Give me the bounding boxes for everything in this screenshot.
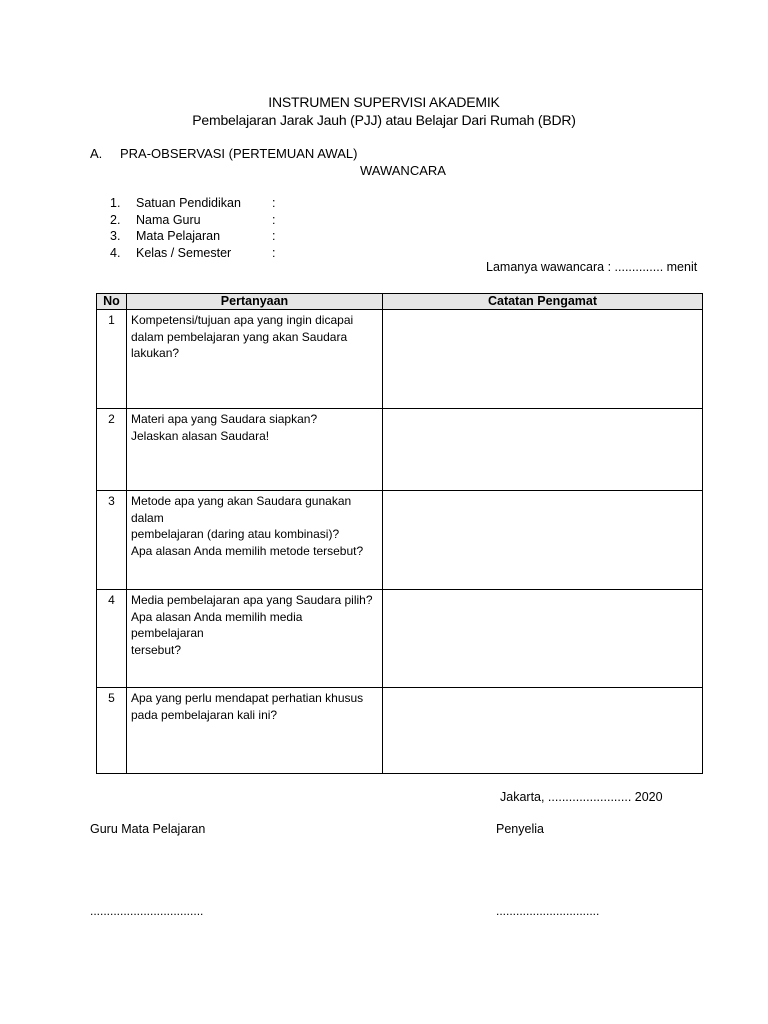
identity-number: 3.	[110, 229, 121, 244]
row-question	[127, 688, 383, 774]
interview-duration: Lamanya wawancara : .............. menit	[486, 260, 698, 274]
question-line: pada pembelajaran kali ini?	[131, 707, 278, 722]
identity-number: 2.	[110, 212, 121, 227]
identity-list	[110, 195, 282, 261]
row-notes[interactable]	[383, 409, 703, 491]
header-no: No	[97, 294, 127, 310]
question-line: dalam pembelajaran yang akan Saudara	[131, 329, 348, 344]
table-row	[97, 409, 703, 491]
question-line: Media pembelajaran apa yang Saudara pilih?	[131, 593, 373, 607]
question-line: Materi apa yang Saudara siapkan?	[131, 412, 318, 426]
row-notes[interactable]	[383, 491, 703, 590]
identity-label: Kelas / Semester	[136, 245, 232, 260]
row-number: 4	[97, 590, 127, 688]
identity-item	[110, 245, 282, 262]
row-notes[interactable]	[383, 310, 703, 409]
place-date: Jakarta, ........................ 2020	[500, 790, 663, 804]
identity-label: Mata Pelajaran	[136, 229, 221, 244]
row-number: 2	[97, 409, 127, 491]
section-subtitle: WAWANCARA	[360, 163, 446, 178]
identity-label: Satuan Pendidikan	[136, 196, 241, 210]
row-number: 5	[97, 688, 127, 774]
row-question	[127, 590, 383, 688]
interview-table	[96, 293, 703, 774]
row-notes[interactable]	[383, 688, 703, 774]
table-row	[97, 491, 703, 590]
identity-colon: :	[272, 245, 276, 260]
question-line: Jelaskan alasan Saudara!	[131, 428, 270, 443]
question-line: pembelajaran (daring atau kombinasi)?	[131, 527, 340, 541]
header-notes: Catatan Pengamat	[383, 294, 703, 310]
row-question	[127, 409, 383, 491]
question-line: Metode apa yang akan Saudara gunakan dalam	[131, 494, 352, 525]
identity-number: 1.	[110, 196, 121, 210]
table-row	[97, 310, 703, 409]
question-line: lakukan?	[131, 346, 180, 360]
header-question: Pertanyaan	[127, 294, 383, 310]
identity-label: Nama Guru	[136, 212, 201, 227]
identity-colon: :	[272, 229, 276, 244]
teacher-signature-label: Guru Mata Pelajaran	[90, 822, 206, 836]
table-row	[97, 590, 703, 688]
question-line: Kompetensi/tujuan apa yang ingin dicapai	[131, 313, 354, 327]
question-line: Apa alasan Anda memilih media pembelajaran	[131, 609, 303, 640]
row-number: 1	[97, 310, 127, 409]
row-question	[127, 491, 383, 590]
question-line: tersebut?	[131, 642, 182, 657]
identity-item	[110, 228, 282, 245]
row-number: 3	[97, 491, 127, 590]
identity-number: 4.	[110, 245, 121, 260]
document-subtitle: Pembelajaran Jarak Jauh (PJJ) atau Belajar Dari Rumah (BDR)	[192, 112, 576, 128]
document-title: INSTRUMEN SUPERVISI AKADEMIK	[268, 94, 500, 110]
supervisor-signature-line[interactable]: ...............................	[496, 904, 600, 918]
row-notes[interactable]	[383, 590, 703, 688]
row-question	[127, 310, 383, 409]
identity-item	[110, 212, 282, 229]
question-line: Apa yang perlu mendapat perhatian khusus	[131, 691, 364, 705]
table-header-row	[97, 294, 703, 310]
teacher-signature-line[interactable]: ..................................	[90, 904, 204, 918]
identity-colon: :	[272, 196, 276, 210]
section-letter: A.	[90, 146, 103, 161]
identity-item	[110, 195, 282, 212]
identity-colon: :	[272, 212, 276, 227]
supervisor-signature-label: Penyelia	[496, 822, 544, 836]
table-row	[97, 688, 703, 774]
question-line: Apa alasan Anda memilih metode tersebut?	[131, 543, 364, 558]
section-title: PRA-OBSERVASI (PERTEMUAN AWAL)	[120, 146, 358, 161]
